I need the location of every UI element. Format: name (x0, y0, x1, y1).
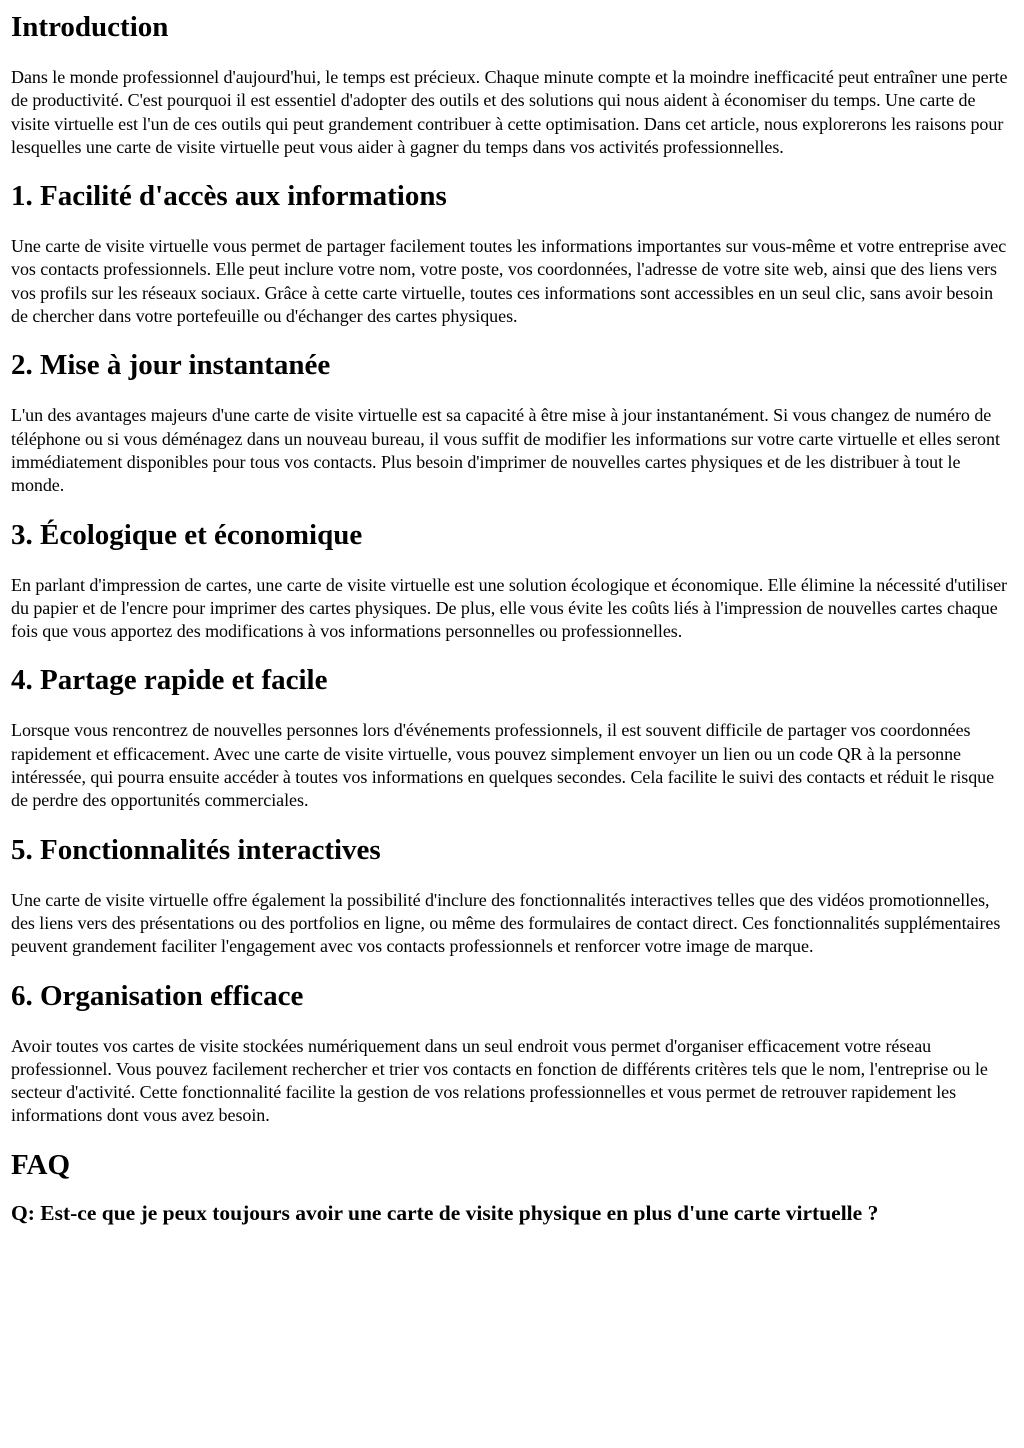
intro-heading: Introduction (11, 11, 169, 43)
section-heading-update: 2. Mise à jour instantanée (11, 349, 331, 382)
section-heading-ecology: 3. Écologique et économique (11, 518, 363, 551)
section-heading-sharing: 4. Partage rapide et facile (11, 664, 328, 697)
section-heading-interactive: 5. Fonctionnalités interactives (11, 833, 381, 866)
section-heading-access: 1. Facilité d'accès aux informations (11, 180, 447, 213)
faq-heading: FAQ (11, 1148, 71, 1181)
section-heading-organisation: 6. Organisation efficace (11, 979, 304, 1012)
section-paragraph-access: Une carte de visite virtuelle vous permet de partager facilement toutes les informations importantes sur vous-même et votre entreprise avec vos contacts professionnels. Elle peut inclure votre nom, votre poste, vos coordonnées, l'adresse de votre site web, ainsi que des liens vers vos profils sur les réseaux sociaux. Grâce à cette carte virtuelle, toutes ces informations sont accessibles en un seul clic, sans avoir besoin de chercher dans votre portefeuille ou d'échanger des cartes physiques. (11, 236, 1007, 327)
section-paragraph-interactive: Une carte de visite virtuelle offre également la possibilité d'inclure des fonctionnalités interactives telles que des vidéos promotionnelles, des liens vers des présentations ou des portfolios en ligne, ou même des formulaires de contact direct. Ces fonctionnalités supplémentaires peuvent grandement faciliter l'engagement avec vos contacts professionnels et renforcer votre image de marque. (11, 889, 1001, 957)
section-paragraph-ecology: En parlant d'impression de cartes, une carte de visite virtuelle est une solution écologique et économique. Elle élimine la nécessité d'utiliser du papier et de l'encre pour imprimer des cartes physiques. De plus, elle vous évite les coûts liés à l'impression de nouvelles cartes chaque fois que vous apportez des modifications à vos informations personnelles ou professionnelles. (11, 574, 1007, 642)
intro-paragraph: Dans le monde professionnel d'aujourd'hui, le temps est précieux. Chaque minute compte et la moindre inefficacité peut entraîner une perte de productivité. C'est pourquoi il est essentiel d'adopter des outils et des solutions qui nous aident à économiser du temps. Une carte de visite virtuelle est l'un de ces outils qui peut grandement contribuer à cette optimisation. Dans cet article, nous explorerons les raisons pour lesquelles une carte de visite virtuelle peut vous aider à gagner du temps dans vos activités professionnelles. (11, 67, 1008, 157)
section-paragraph-update: L'un des avantages majeurs d'une carte de visite virtuelle est sa capacité à être mise à jour instantanément. Si vous changez de numéro de téléphone ou si vous déménagez dans un nouveau bureau, il vous suffit de modifier les informations sur votre carte virtuelle et elles seront immédiatement disponibles pour tous vos contacts. Plus besoin d'imprimer de nouvelles cartes physiques et de les distribuer à tout le monde. (11, 405, 1000, 496)
faq-question: Q: Est-ce que je peux toujours avoir une carte de visite physique en plus d'une carte virtuelle ? (11, 1200, 879, 1225)
section-paragraph-sharing: Lorsque vous rencontrez de nouvelles personnes lors d'événements professionnels, il est souvent difficile de partager vos coordonnées rapidement et efficacement. Avec une carte de visite virtuelle, vous pouvez simplement envoyer un lien ou un code QR à la personne intéressée, qui pourra ensuite accéder à toutes vos informations en quelques secondes. Cela facilite le suivi des contacts et réduit le risque de perdre des opportunités commerciales. (11, 720, 995, 811)
article (11, 0, 1011, 1226)
section-paragraph-organisation: Avoir toutes vos cartes de visite stockées numériquement dans un seul endroit vous permet d'organiser efficacement votre réseau professionnel. Vous pouvez facilement rechercher et trier vos contacts en fonction de différents critères tels que le nom, l'entreprise ou le secteur d'activité. Cette fonctionnalité facilite la gestion de vos relations professionnelles et vous permet de retrouver rapidement les informations dont vous avez besoin. (11, 1035, 988, 1126)
